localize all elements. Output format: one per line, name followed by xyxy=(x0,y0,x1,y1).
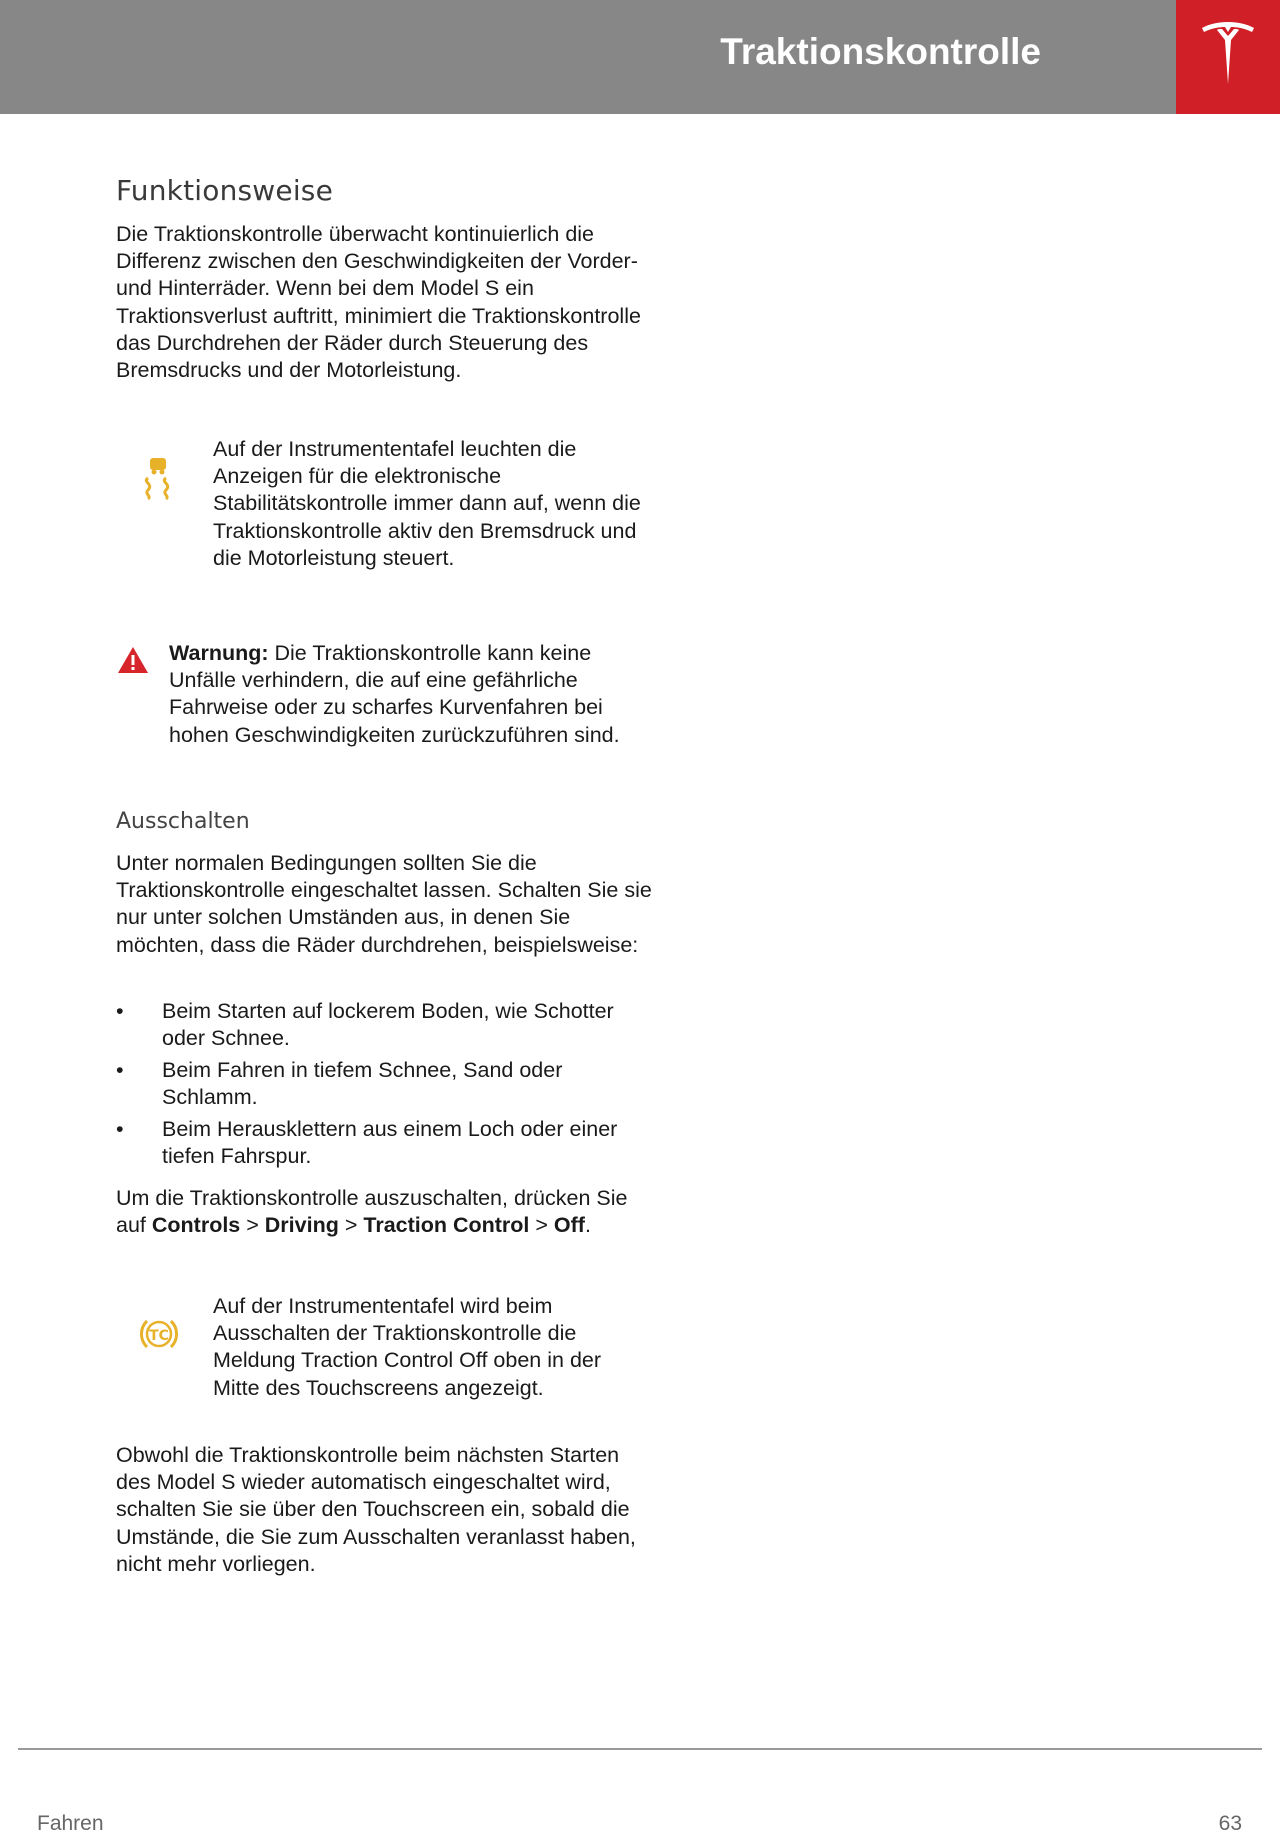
header-bar xyxy=(0,0,1176,114)
warning-text xyxy=(169,640,639,749)
warning-body: Die Traktionskontrolle kann keine Unfälle verhindern, die auf eine gefährliche Fahrweise oder zu scharfes Kurvenfahren bei hohen Geschwindigkeiten zurückzuführen sind. xyxy=(169,641,620,747)
bullet-text: Beim Fahren in tiefem Schnee, Sand oder Schlamm. xyxy=(162,1057,563,1110)
intro-paragraph: Die Traktionskontrolle überwacht kontinuierlich die Differenz zwischen den Geschwindigkeiten der Vorder- und Hinterräder. Wenn bei dem Model S ein Traktionsverlust auftritt, minimiert die Traktionskontrolle das Durchdrehen der Räder durch Steuerung des Bremsdrucks und der Motorleistung. xyxy=(116,222,641,383)
stability-note xyxy=(116,436,656,606)
bullet-icon: • xyxy=(116,999,124,1023)
menu-path-driving: Driving xyxy=(264,1213,339,1238)
warning-block xyxy=(116,640,656,780)
traction-off-note xyxy=(116,1293,656,1413)
warning-triangle-icon xyxy=(116,645,150,680)
page-title: Traktionskontrolle xyxy=(720,31,1041,72)
instruction-paragraph xyxy=(116,1185,656,1239)
bullet-icon: • xyxy=(116,1116,124,1141)
subsection-intro: Unter normalen Bedingungen sollten Sie die Traktionskontrolle eingeschaltet lassen. Schalten Sie sie nur unter solchen Umständen aus, in denen Sie möchten, dass die Räder durchdrehen, beispielsweise: xyxy=(116,851,652,957)
bullet-text: Beim Herausklettern aus einem Loch oder einer tiefen Fahrspur. xyxy=(162,1116,618,1169)
instruction-suffix: . xyxy=(584,1213,591,1238)
stability-control-icon xyxy=(138,456,178,505)
bullet-icon: • xyxy=(116,1057,124,1082)
footer-section-name: Fahren xyxy=(37,1812,104,1835)
traction-control-off-icon xyxy=(138,1313,180,1360)
tesla-logo-icon xyxy=(1198,18,1258,86)
menu-path-separator: > xyxy=(338,1213,364,1238)
footer-divider xyxy=(18,1748,1262,1750)
menu-path-traction-control: Traction Control xyxy=(363,1213,530,1238)
section-heading: Funktionsweise xyxy=(116,174,334,207)
list-item xyxy=(116,1057,656,1111)
list-item xyxy=(116,998,656,1052)
instruction-prefix: Um die Traktionskontrolle auszuschalten, drücken Sie auf xyxy=(116,1186,628,1238)
stability-note-text: Auf der Instrumententafel leuchten die Anzeigen für die elektronische Stabilitätskontrolle immer dann auf, wenn die Traktionskontrolle aktiv den Bremsdruck und die Motorleistung steuert. xyxy=(213,437,641,570)
menu-path-off: Off xyxy=(553,1213,585,1238)
list-item xyxy=(116,1116,656,1170)
menu-path-separator: > xyxy=(529,1213,554,1238)
svg-text:TC: TC xyxy=(149,1328,169,1344)
warning-label: Warnung: xyxy=(169,641,269,665)
bullet-list xyxy=(116,998,656,1175)
logo-box xyxy=(1176,0,1280,114)
menu-path-controls: Controls xyxy=(151,1213,241,1238)
subsection-heading: Ausschalten xyxy=(116,809,250,834)
bullet-text: Beim Starten auf lockerem Boden, wie Schotter oder Schnee. xyxy=(162,999,614,1051)
page-number: 63 xyxy=(1218,1812,1242,1835)
menu-path-separator: > xyxy=(240,1213,265,1238)
traction-off-note-text: Auf der Instrumententafel wird beim Ausschalten der Traktionskontrolle die Meldung Traction Control Off oben in der Mitte des Touchscreens angezeigt. xyxy=(213,1294,602,1400)
closing-paragraph: Obwohl die Traktionskontrolle beim nächsten Starten des Model S wieder automatisch eingeschaltet wird, schalten Sie sie über den Touchscreen ein, sobald die Umstände, die Sie zum Ausschalten veranlasst haben, nicht mehr vorliegen. xyxy=(116,1443,636,1576)
